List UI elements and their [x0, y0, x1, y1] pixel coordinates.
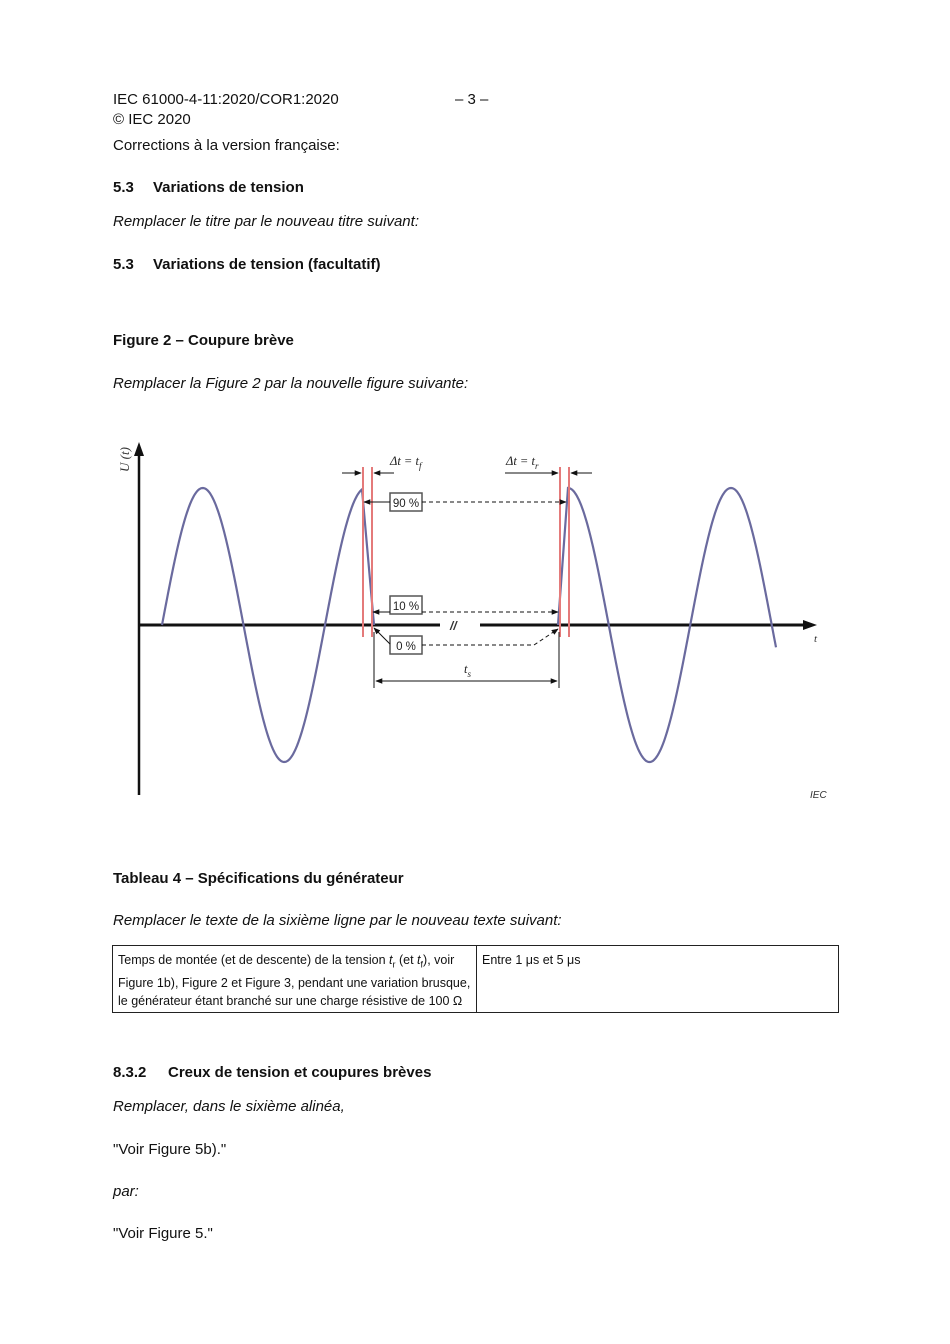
- dt-fall-label-sub: f: [418, 461, 422, 471]
- box-90-label: 90 %: [392, 498, 420, 510]
- level-0-dashed: [422, 629, 558, 645]
- doc-id: IEC 61000-4-11:2020/COR1:2020: [113, 91, 339, 108]
- cell-text-c: ), voir Figure 1b), Figure 2 et Figure 3, pendant une variation brusque, le générateur étant branché sur une charge résistive de 100 Ω: [118, 953, 471, 1008]
- ts-label-sub: s: [467, 669, 471, 679]
- section-title-new: Variations de tension (facultatif): [153, 256, 381, 273]
- instruction-paragraph: Remplacer, dans le sixième alinéa,: [113, 1098, 345, 1115]
- section-title-8-3-2: Creux de tension et coupures brèves: [168, 1064, 432, 1081]
- cell-tf: t: [417, 953, 421, 967]
- cell-tr: t: [389, 953, 393, 967]
- dt-fall-label-text: Δt = t: [390, 454, 419, 468]
- table-cell-value: Entre 1 μs et 5 μs: [477, 946, 839, 1013]
- table-row: [113, 946, 839, 1013]
- old-text: "Voir Figure 5b).": [113, 1141, 227, 1158]
- figure-2-diagram: [110, 432, 840, 812]
- box-0-label: 0 %: [396, 641, 416, 653]
- cell-text-a: Temps de montée (et de descente) de la tension: [118, 953, 389, 967]
- section-number-new: 5.3: [113, 256, 134, 273]
- figure-credit: IEC: [810, 790, 827, 801]
- ts-label-text: t: [464, 662, 468, 676]
- section-heading-5-3: [113, 179, 304, 196]
- section-heading-new: [113, 256, 381, 273]
- section-number: 5.3: [113, 179, 134, 196]
- dt-rise-label-text: Δt = t: [506, 454, 535, 468]
- section-heading-8-3-2: [113, 1064, 431, 1081]
- y-axis-arrow: [134, 442, 144, 456]
- figure-heading: Figure 2 – Coupure brève: [113, 332, 294, 349]
- dt-rise-label-sub: r: [534, 461, 539, 471]
- table-heading: Tableau 4 – Spécifications du générateur: [113, 870, 404, 887]
- intro-text: Corrections à la version française:: [113, 137, 340, 154]
- dt-fall-label: [389, 454, 423, 471]
- y-axis-label: [117, 447, 132, 472]
- table-cell-description: [113, 946, 477, 1013]
- x-axis-arrow: [803, 620, 817, 630]
- cell-text-b: (et: [395, 953, 418, 967]
- new-text: "Voir Figure 5.": [113, 1225, 213, 1242]
- instruction-figure: Remplacer la Figure 2 par la nouvelle figure suivante:: [113, 375, 469, 392]
- x-axis-label: t: [814, 633, 818, 645]
- cell-tf-sub: f: [420, 959, 424, 970]
- page-number: – 3 –: [455, 91, 489, 108]
- spec-table: [112, 945, 839, 1013]
- section-number-8-3-2: 8.3.2: [113, 1064, 147, 1081]
- axis-break-mark: //: [450, 619, 457, 633]
- cell-tr-sub: r: [392, 959, 396, 970]
- y-axis-label-text: U (t): [117, 447, 132, 472]
- dt-rise-label: [505, 454, 539, 471]
- par-text: par:: [113, 1183, 139, 1200]
- level-0-arrow: [374, 628, 390, 644]
- ts-label: [464, 662, 471, 679]
- instruction-table: Remplacer le texte de la sixième ligne par le nouveau texte suivant:: [113, 912, 562, 929]
- box-10-label: 10 %: [392, 601, 420, 613]
- instruction-title: Remplacer le titre par le nouveau titre suivant:: [113, 213, 419, 230]
- section-title: Variations de tension: [153, 179, 304, 196]
- copyright: © IEC 2020: [113, 111, 191, 128]
